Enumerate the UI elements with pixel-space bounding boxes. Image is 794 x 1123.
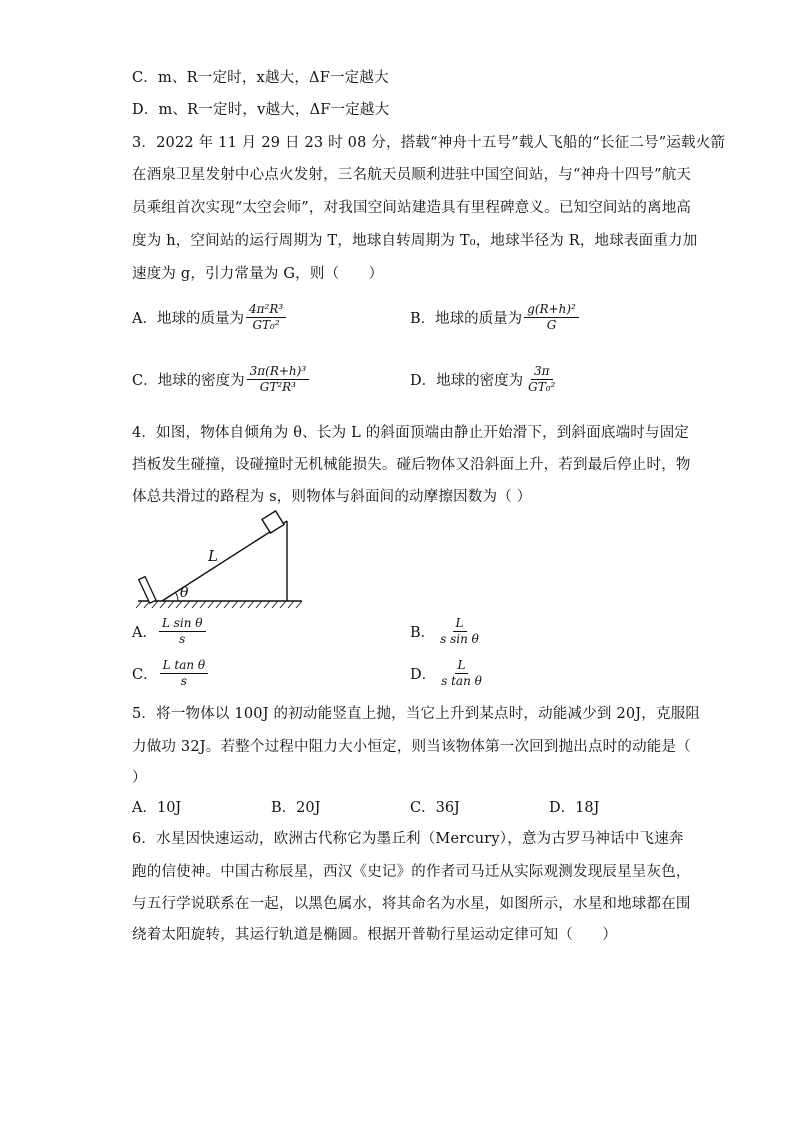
q4-option-a-label: A． <box>132 625 157 641</box>
q4-option-c-den: s <box>180 674 187 688</box>
q4-option-d-fraction <box>438 658 485 689</box>
q2-option-c: C．m、R一定时，x越大，ΔF一定越大 <box>132 70 389 86</box>
q5-line-2: 力做功 32J。若整个过程中阻力大小恒定，则当该物体第一次回到抛出点时的动能是（ <box>132 739 691 755</box>
q3-option-b-den: G <box>546 318 557 332</box>
q3-option-d <box>410 364 558 395</box>
q3-option-d-den: GT₀² <box>528 380 556 394</box>
q5-line-3: ） <box>132 770 147 786</box>
q6-line-3: 与五行学说联系在一起，以黑色属水，将其命名为水星，如图所示，水星和地球都在围 <box>132 896 691 912</box>
q3-option-d-label: D．地球的密度为 <box>410 373 524 389</box>
q4-option-d-num: L <box>455 658 469 674</box>
q3-option-a-den: GT₀² <box>252 318 280 332</box>
q3-line-5: 速度为 g，引力常量为 G，则（ ） <box>132 266 384 282</box>
q4-option-a-den: s <box>179 632 186 646</box>
q4-option-d-den: s tan θ <box>441 674 482 688</box>
q3-option-d-fraction <box>525 364 558 395</box>
q3-line-3: 员乘组首次实现“太空会师”，对我国空间站建造具有里程碑意义。已知空间站的离地高 <box>132 200 692 216</box>
q4-option-c <box>132 658 208 689</box>
ground-hatching <box>136 601 302 608</box>
q4-option-a <box>132 616 206 647</box>
q4-option-b-fraction <box>437 616 482 647</box>
q6-line-2: 跑的信使神。中国古称辰星，西汉《史记》的作者司马迁从实际观测发现辰星呈灰色， <box>132 864 691 880</box>
q3-option-c-den: GT²R³ <box>259 380 296 394</box>
q4-option-b-den: s sin θ <box>440 632 479 646</box>
q6-line-1: 6．水星因快速运动，欧洲古代称它为墨丘利（Mercury），意为古罗马神话中飞速奔 <box>132 831 684 847</box>
q3-option-c <box>132 364 309 395</box>
q5-option-d: D．18J <box>549 800 600 816</box>
angle-label: θ <box>180 585 189 601</box>
length-label: L <box>208 547 218 565</box>
q4-line-3: 体总共滑过的路程为 s，则物体与斜面间的动摩擦因数为（ ） <box>132 489 532 505</box>
q3-line-4: 度为 h，空间站的运行周期为 T，地球自转周期为 T₀，地球半径为 R，地球表面重力加 <box>132 233 698 249</box>
q4-option-c-num: L tan θ <box>160 658 209 674</box>
q3-option-a <box>132 302 286 333</box>
q3-option-b <box>410 302 579 333</box>
incline-figure <box>132 505 312 615</box>
incline-diagram <box>132 505 312 611</box>
q4-option-b <box>410 616 482 647</box>
q3-option-c-num: 3π(R+h)³ <box>247 364 310 380</box>
q5-line-1: 5．将一物体以 100J 的初动能竖直上抛，当它上升到某点时，动能减少到 20J，克服阻 <box>132 706 701 722</box>
q2-option-d: D．m、R一定时，v越大，ΔF一定越大 <box>132 102 390 118</box>
q4-option-b-num: L <box>453 616 467 632</box>
q4-option-a-num: L sin θ <box>159 616 206 632</box>
q3-option-a-label: A．地球的质量为 <box>132 311 244 327</box>
q5-option-b: B．20J <box>271 800 321 816</box>
q3-option-d-num: 3π <box>531 364 553 380</box>
q3-line-2: 在酒泉卫星发射中心点火发射，三名航天员顺利进驻中国空间站，与“神舟十四号”航天 <box>132 167 692 183</box>
q4-option-b-label: B． <box>410 625 436 641</box>
q3-option-b-num: g(R+h)² <box>524 302 579 318</box>
angle-arc <box>176 593 179 601</box>
q4-line-2: 挡板发生碰撞，设碰撞时无机械能损失。碰后物体又沿斜面上升，若到最后停止时，物 <box>132 457 691 473</box>
fixed-barrier <box>139 577 156 604</box>
q4-option-d <box>410 658 485 689</box>
q4-option-a-fraction <box>159 616 206 647</box>
q5-option-a: A．10J <box>132 800 182 816</box>
q4-option-d-label: D． <box>410 667 437 683</box>
q4-option-c-label: C． <box>132 667 158 683</box>
sliding-block <box>262 511 284 533</box>
q3-option-c-fraction <box>247 364 310 395</box>
q3-option-a-num: 4π²R³ <box>246 302 286 318</box>
q3-line-1: 3．2022 年 11 月 29 日 23 时 08 分，搭载“神舟十五号”载人飞船的“长征二号”运载火箭 <box>132 135 726 151</box>
q3-option-c-label: C．地球的密度为 <box>132 373 245 389</box>
q4-option-c-fraction <box>160 658 209 689</box>
q6-line-4: 绕着太阳旋转，其运行轨道是椭圆。根据开普勒行星运动定律可知（ ） <box>132 927 618 943</box>
q3-option-a-fraction <box>246 302 286 333</box>
q5-option-c: C．36J <box>410 800 460 816</box>
q3-option-b-fraction <box>524 302 579 333</box>
q3-option-b-label: B．地球的质量为 <box>410 311 523 327</box>
q4-line-1: 4．如图，物体自倾角为 θ、长为 L 的斜面顶端由静止开始滑下，到斜面底端时与固定 <box>132 425 690 441</box>
